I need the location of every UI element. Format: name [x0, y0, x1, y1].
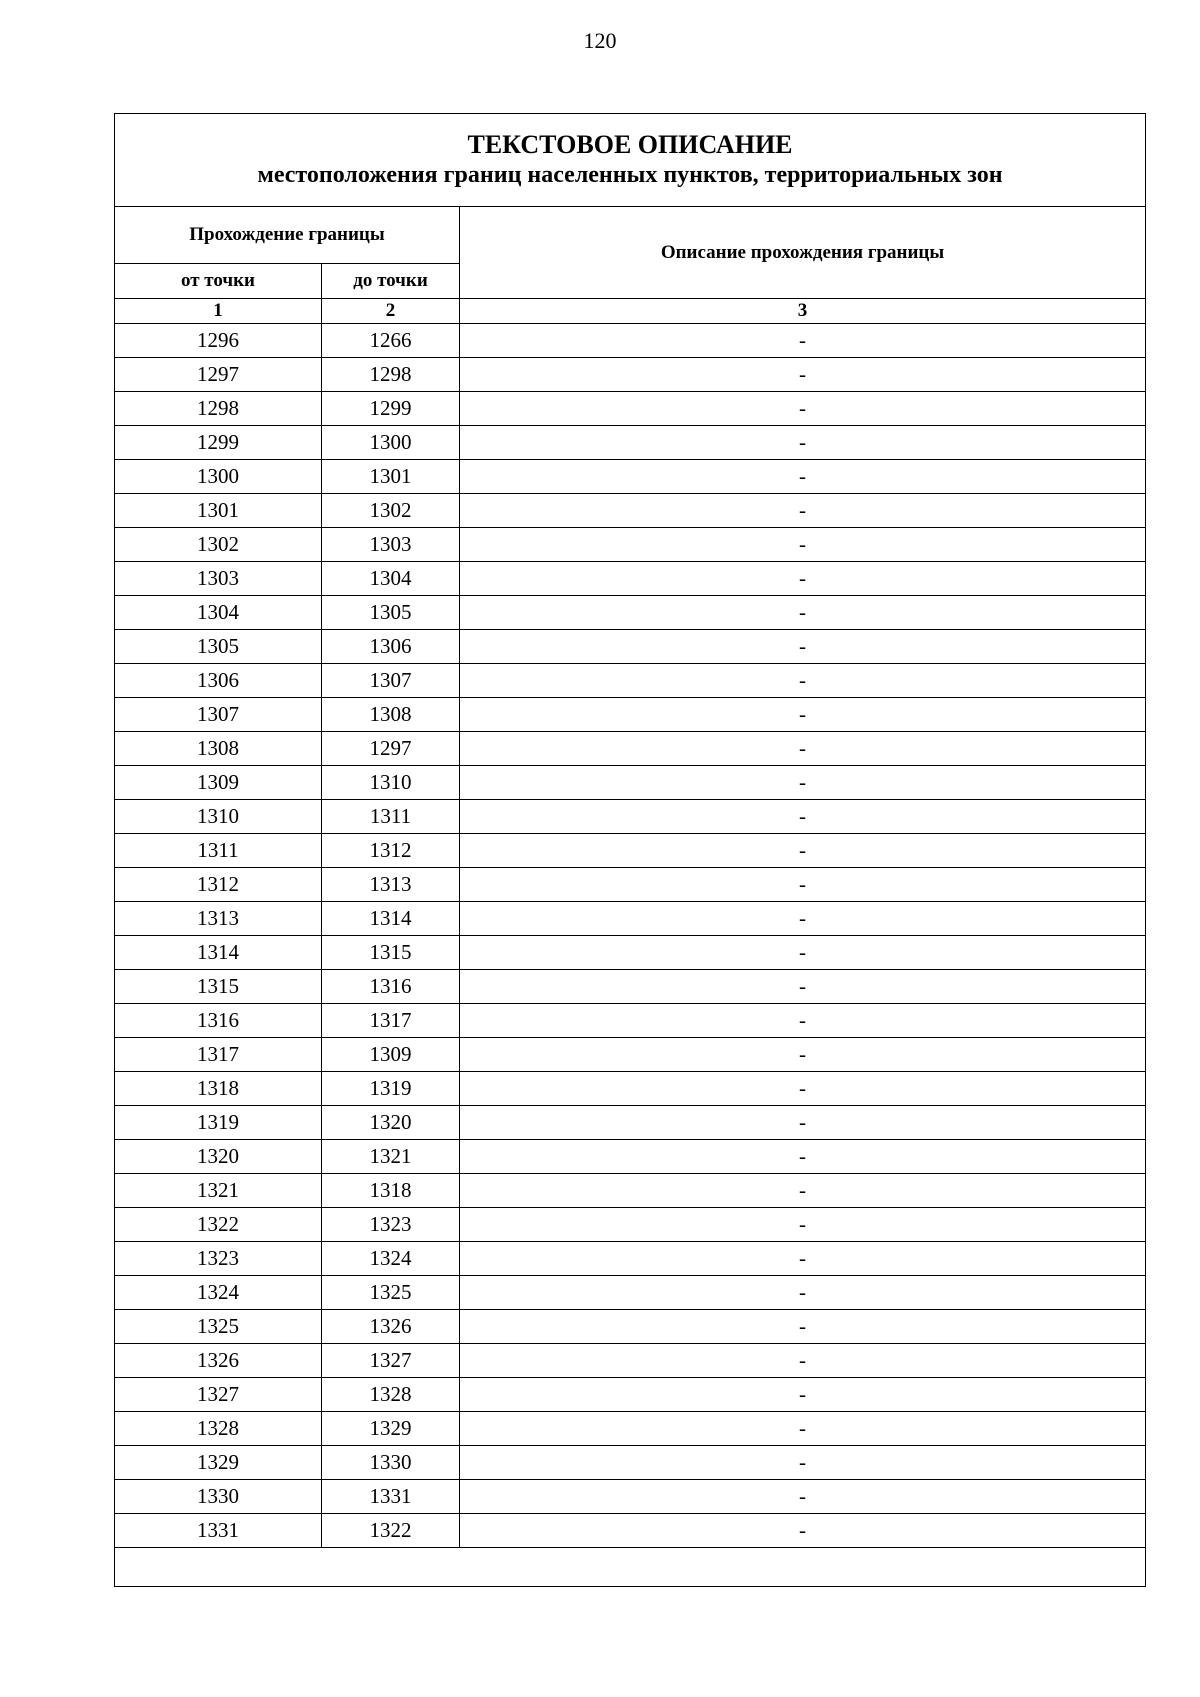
cell-from-point: 1301: [115, 494, 322, 528]
table-row: [115, 426, 1146, 460]
cell-to-point: 1331: [322, 1480, 460, 1514]
cell-from-point: 1296: [115, 324, 322, 358]
page-number: 120: [583, 28, 617, 53]
cell-to-point: 1325: [322, 1276, 460, 1310]
cell-from-point: 1297: [115, 358, 322, 392]
cell-from-point: 1329: [115, 1446, 322, 1480]
table-row: [115, 732, 1146, 766]
table-row: [115, 902, 1146, 936]
table-row: [115, 766, 1146, 800]
table-row: [115, 1174, 1146, 1208]
empty-footer-row: [115, 1548, 1146, 1587]
cell-description: -: [460, 664, 1146, 698]
table-row: [115, 494, 1146, 528]
table-row: [115, 1514, 1146, 1548]
cell-description: -: [460, 1514, 1146, 1548]
cell-from-point: 1304: [115, 596, 322, 630]
cell-to-point: 1315: [322, 936, 460, 970]
table-row: [115, 392, 1146, 426]
cell-description: -: [460, 1242, 1146, 1276]
header-boundary-passage: Прохождение границы: [115, 207, 460, 264]
cell-to-point: 1320: [322, 1106, 460, 1140]
cell-description: -: [460, 766, 1146, 800]
cell-from-point: 1303: [115, 562, 322, 596]
cell-to-point: 1302: [322, 494, 460, 528]
table-row: [115, 834, 1146, 868]
cell-description: -: [460, 392, 1146, 426]
cell-to-point: 1322: [322, 1514, 460, 1548]
header-to-point: до точки: [322, 264, 460, 299]
cell-description: -: [460, 494, 1146, 528]
cell-to-point: 1304: [322, 562, 460, 596]
table-row: [115, 528, 1146, 562]
cell-to-point: 1318: [322, 1174, 460, 1208]
cell-description: -: [460, 1480, 1146, 1514]
cell-from-point: 1315: [115, 970, 322, 1004]
cell-description: -: [460, 902, 1146, 936]
cell-to-point: 1303: [322, 528, 460, 562]
cell-description: -: [460, 1446, 1146, 1480]
cell-to-point: 1309: [322, 1038, 460, 1072]
cell-from-point: 1305: [115, 630, 322, 664]
cell-description: -: [460, 800, 1146, 834]
cell-to-point: 1308: [322, 698, 460, 732]
table-row: [115, 1140, 1146, 1174]
cell-description: -: [460, 596, 1146, 630]
cell-to-point: 1310: [322, 766, 460, 800]
cell-description: -: [460, 1344, 1146, 1378]
cell-from-point: 1328: [115, 1412, 322, 1446]
table-row: [115, 800, 1146, 834]
cell-from-point: 1321: [115, 1174, 322, 1208]
cell-from-point: 1331: [115, 1514, 322, 1548]
cell-from-point: 1325: [115, 1310, 322, 1344]
cell-to-point: 1316: [322, 970, 460, 1004]
table-row: [115, 1446, 1146, 1480]
cell-description: -: [460, 324, 1146, 358]
table-row: [115, 630, 1146, 664]
table-row: [115, 664, 1146, 698]
cell-to-point: 1319: [322, 1072, 460, 1106]
column-number-3: 3: [460, 299, 1146, 324]
cell-from-point: 1312: [115, 868, 322, 902]
cell-description: -: [460, 698, 1146, 732]
table-row: [115, 1038, 1146, 1072]
cell-from-point: 1320: [115, 1140, 322, 1174]
cell-description: -: [460, 358, 1146, 392]
column-number-2: 2: [322, 299, 460, 324]
table-title-cell: [115, 114, 1146, 207]
table-row: [115, 1344, 1146, 1378]
cell-to-point: 1329: [322, 1412, 460, 1446]
table-row: [115, 868, 1146, 902]
cell-to-point: 1323: [322, 1208, 460, 1242]
cell-to-point: 1317: [322, 1004, 460, 1038]
table-row: [115, 936, 1146, 970]
cell-to-point: 1311: [322, 800, 460, 834]
cell-description: -: [460, 426, 1146, 460]
cell-to-point: 1312: [322, 834, 460, 868]
cell-from-point: 1313: [115, 902, 322, 936]
cell-from-point: 1307: [115, 698, 322, 732]
table-row: [115, 1480, 1146, 1514]
cell-to-point: 1330: [322, 1446, 460, 1480]
cell-to-point: 1324: [322, 1242, 460, 1276]
cell-description: -: [460, 970, 1146, 1004]
cell-description: -: [460, 834, 1146, 868]
table-row: [115, 970, 1146, 1004]
table-row: [115, 1310, 1146, 1344]
cell-from-point: 1309: [115, 766, 322, 800]
header-description: Описание прохождения границы: [460, 207, 1146, 299]
cell-description: -: [460, 1072, 1146, 1106]
cell-from-point: 1327: [115, 1378, 322, 1412]
cell-to-point: 1300: [322, 426, 460, 460]
cell-description: -: [460, 1378, 1146, 1412]
cell-to-point: 1321: [322, 1140, 460, 1174]
cell-from-point: 1306: [115, 664, 322, 698]
cell-to-point: 1313: [322, 868, 460, 902]
table-row: [115, 460, 1146, 494]
cell-from-point: 1314: [115, 936, 322, 970]
cell-to-point: 1307: [322, 664, 460, 698]
cell-description: -: [460, 1276, 1146, 1310]
cell-description: -: [460, 1004, 1146, 1038]
cell-description: -: [460, 868, 1146, 902]
table-row: [115, 1276, 1146, 1310]
cell-description: -: [460, 1174, 1146, 1208]
table-row: [115, 1378, 1146, 1412]
cell-from-point: 1311: [115, 834, 322, 868]
cell-from-point: 1330: [115, 1480, 322, 1514]
cell-from-point: 1310: [115, 800, 322, 834]
cell-from-point: 1299: [115, 426, 322, 460]
cell-description: -: [460, 562, 1146, 596]
cell-from-point: 1300: [115, 460, 322, 494]
cell-from-point: 1316: [115, 1004, 322, 1038]
document-title: ТЕКСТОВОЕ ОПИСАНИЕ: [467, 130, 793, 159]
cell-from-point: 1323: [115, 1242, 322, 1276]
table-row: [115, 1072, 1146, 1106]
cell-from-point: 1318: [115, 1072, 322, 1106]
table-row: [115, 1208, 1146, 1242]
cell-to-point: 1266: [322, 324, 460, 358]
cell-description: -: [460, 1106, 1146, 1140]
cell-from-point: 1317: [115, 1038, 322, 1072]
table-row: [115, 1412, 1146, 1446]
table-body: [115, 324, 1146, 1548]
cell-to-point: 1314: [322, 902, 460, 936]
cell-to-point: 1299: [322, 392, 460, 426]
table-row: [115, 562, 1146, 596]
cell-description: -: [460, 460, 1146, 494]
column-number-1: 1: [115, 299, 322, 324]
cell-from-point: 1298: [115, 392, 322, 426]
cell-description: -: [460, 1412, 1146, 1446]
cell-to-point: 1305: [322, 596, 460, 630]
cell-to-point: 1326: [322, 1310, 460, 1344]
document-subtitle: местоположения границ населенных пунктов, территориальных зон: [257, 162, 1003, 188]
table-row: [115, 1106, 1146, 1140]
cell-to-point: 1328: [322, 1378, 460, 1412]
table-row: [115, 698, 1146, 732]
cell-from-point: 1324: [115, 1276, 322, 1310]
cell-description: -: [460, 936, 1146, 970]
header-from-point: от точки: [115, 264, 322, 299]
cell-to-point: 1298: [322, 358, 460, 392]
cell-to-point: 1306: [322, 630, 460, 664]
table-row: [115, 1004, 1146, 1038]
cell-to-point: 1327: [322, 1344, 460, 1378]
cell-description: -: [460, 1140, 1146, 1174]
cell-from-point: 1302: [115, 528, 322, 562]
cell-description: -: [460, 732, 1146, 766]
cell-from-point: 1319: [115, 1106, 322, 1140]
cell-to-point: 1297: [322, 732, 460, 766]
table-row: [115, 324, 1146, 358]
cell-description: -: [460, 630, 1146, 664]
table-row: [115, 596, 1146, 630]
table-row: [115, 358, 1146, 392]
table-row: [115, 1242, 1146, 1276]
cell-description: -: [460, 1038, 1146, 1072]
cell-description: -: [460, 1310, 1146, 1344]
cell-from-point: 1322: [115, 1208, 322, 1242]
boundary-description-table: [114, 113, 1146, 1587]
empty-footer-cell: [115, 1548, 1146, 1587]
cell-from-point: 1308: [115, 732, 322, 766]
cell-from-point: 1326: [115, 1344, 322, 1378]
cell-description: -: [460, 528, 1146, 562]
cell-description: -: [460, 1208, 1146, 1242]
cell-to-point: 1301: [322, 460, 460, 494]
